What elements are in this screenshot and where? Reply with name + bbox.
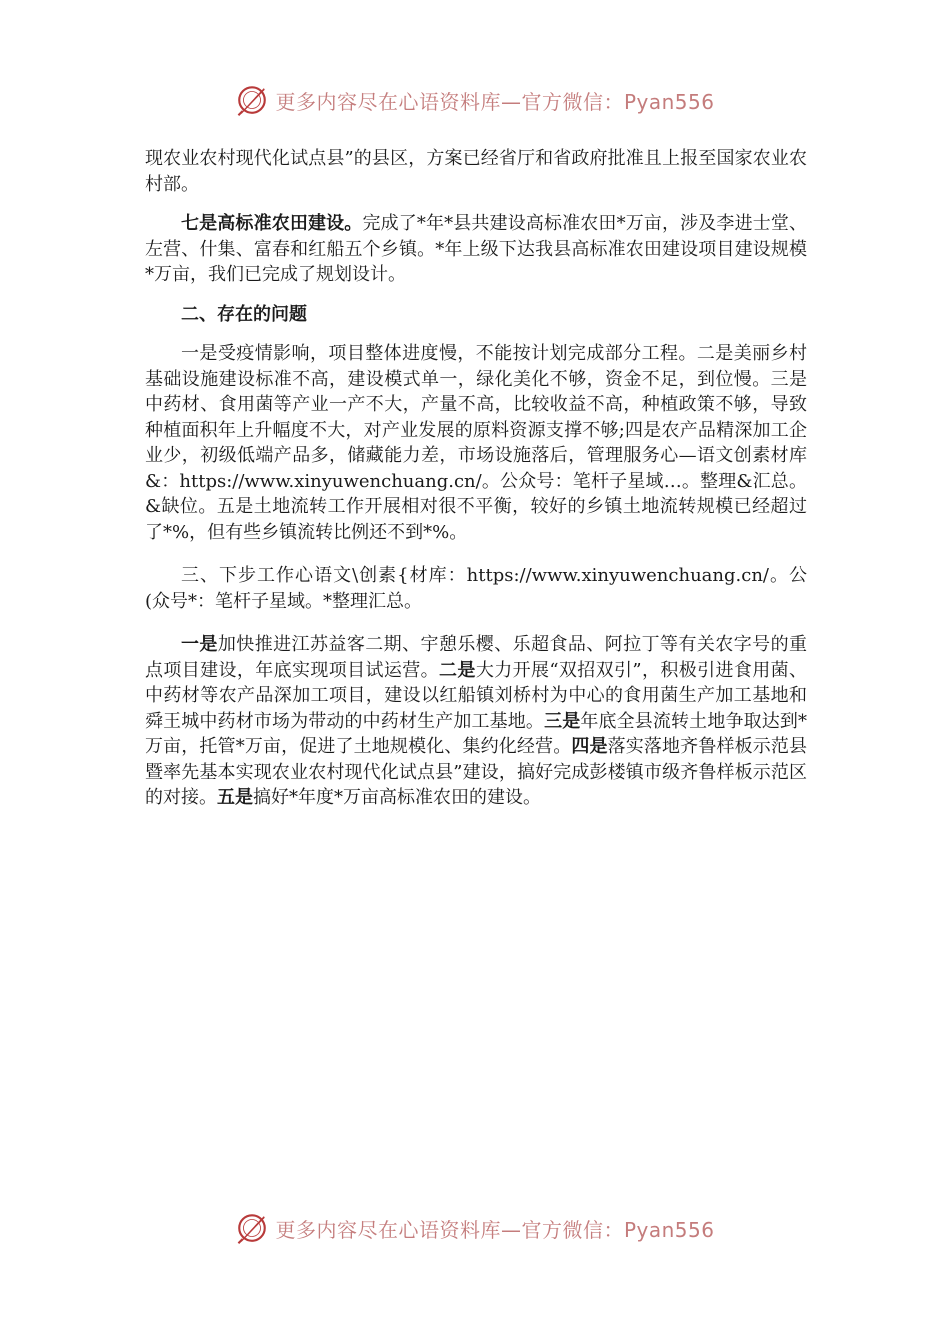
paragraph-continuation: 现农业农村现代化试点县”的县区，方案已经省厅和省政府批准且上报至国家农业农村部。 bbox=[145, 148, 807, 195]
paragraph-next-steps-heading: 三、下步工作心语文\创素{材库：https://www.xinyuwenchuang.cn/。公(众号*：笔杆子星域。*整理汇总。 bbox=[145, 565, 807, 612]
item-text: 搞好*年度*万亩高标准农田的建设。 bbox=[253, 787, 541, 808]
header-banner-text: 更多内容尽在心语资料库—官方微信：Pyan556 bbox=[275, 89, 715, 114]
item-lead: 三是 bbox=[544, 710, 581, 732]
footer-banner-text: 更多内容尽在心语资料库—官方微信：Pyan556 bbox=[275, 1217, 715, 1242]
pen-circle-logo-icon bbox=[235, 1211, 269, 1245]
item-lead: 一是 bbox=[181, 634, 218, 655]
item-lead: 五是 bbox=[217, 787, 253, 808]
footer-banner bbox=[0, 1208, 950, 1248]
item-text: 年底全县流转土地争取达到*万亩，托管*万亩，促进了土地规模化、集约化经营。 bbox=[145, 710, 808, 757]
item-lead: 四是 bbox=[571, 736, 608, 757]
item-text: 落实落地齐鲁样板示范县暨率先基本实现农业农村现代化试点县”建设，搞好完成彭楼镇市级齐鲁样板示范区的对接。 bbox=[145, 736, 808, 808]
paragraph-farmland bbox=[145, 211, 807, 288]
item-text: 加快推进江苏益客二期、宇憩乐樱、乐超食品、阿拉丁等有关农字号的重点项目建设，年底实现项目试运营。 bbox=[145, 634, 808, 681]
section-heading-problems: 二、存在的问题 bbox=[181, 303, 307, 325]
item-text: 大力开展“双招双引”，积极引进食用菌、中药材等农产品深加工项目，建设以红船镇刘桥村为中心的食用菌生产加工基地和舜王城中药材市场为带动的中药材生产加工基地。 bbox=[145, 659, 808, 732]
pen-circle-logo-icon bbox=[235, 83, 269, 117]
item-lead: 二是 bbox=[439, 659, 476, 681]
paragraph-farmland-lead: 七是高标准农田建设。 bbox=[181, 213, 363, 234]
paragraph-next-steps bbox=[145, 632, 807, 811]
paragraph-problems: 一是受疫情影响，项目整体进度慢，不能按计划完成部分工程。二是美丽乡村基础设施建设标准不高，建设模式单一，绿化美化不够，资金不足，到位慢。三是中药材、食用菌等产业一产不大，产量不高，比较收益不高，种植政策不够，导致种植面积年上升幅度不大，对产业发展的原料资源支撑不够;四是农产品精深加工企业少，初级低端产品多，储藏能力差，市场设施落后，管理服务心—语文创素材库&：https://www.xinyuwenchuang.cn/。公众号：笔杆子星域…。整理&汇总。&缺位。五是土地流转工作开展相对很不平衡，较好的乡镇土地流转规模已经超过了*%，但有些乡镇流转比例还不到*%。 bbox=[145, 343, 807, 543]
paragraph-farmland-text: 完成了*年*县共建设高标准农田*万亩，涉及李进士堂、左营、什集、富春和红船五个乡镇。*年上级下达我县高标准农田建设项目建设规模*万亩，我们已完成了规划设计。 bbox=[145, 213, 808, 285]
header-banner bbox=[0, 80, 950, 120]
document-body bbox=[145, 146, 807, 811]
